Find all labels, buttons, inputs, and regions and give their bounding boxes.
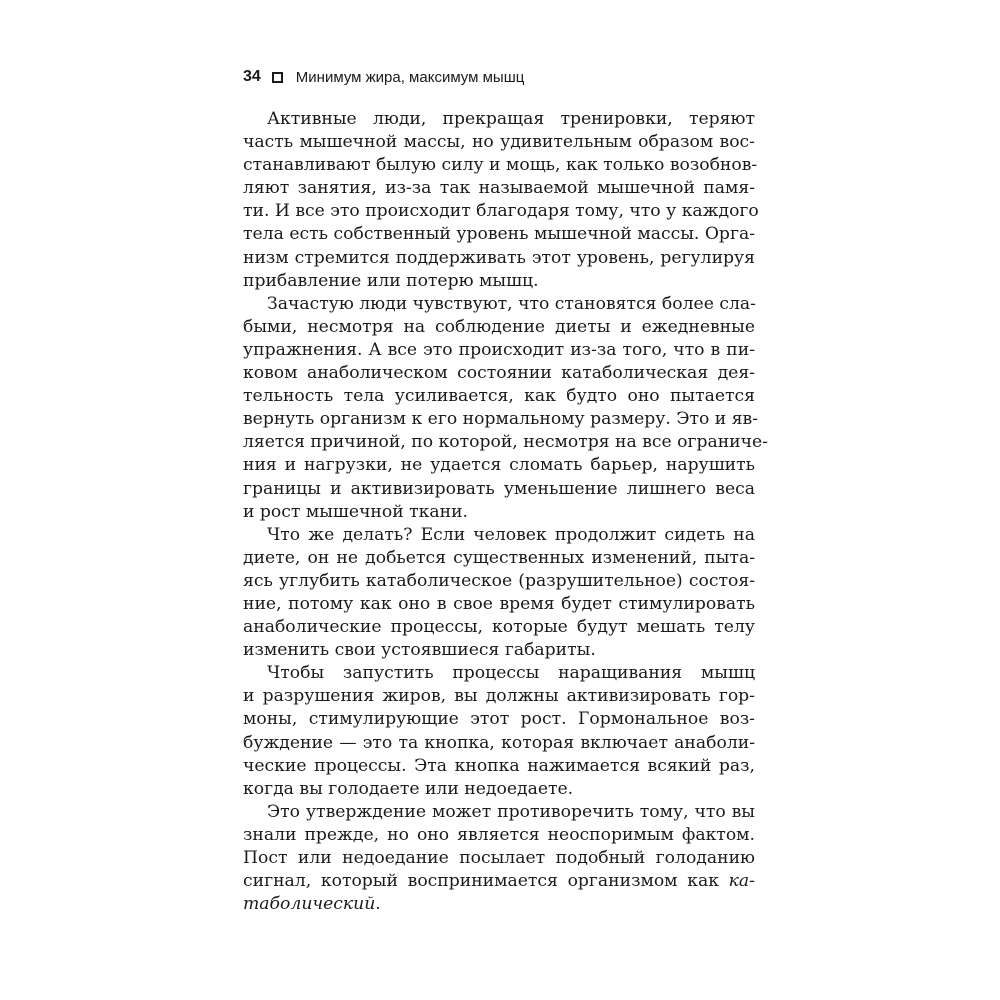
text-line: когда вы голодаете или недоедаете. [243, 778, 574, 799]
italic-term: таболический [243, 894, 376, 915]
text-line: и рост мышечной ткани. [243, 501, 469, 522]
text-line: Это утверждение может противоречить тому, что вы [267, 801, 755, 822]
text-line: ческие процессы. Эта кнопка нажимается всякий раз, [243, 755, 755, 776]
page-number: 34 [243, 68, 261, 85]
text-line: станавливают былую силу и мощь, как только возобнов- [243, 155, 758, 176]
text-line: Активные люди, прекращая тренировки, теряют [267, 109, 755, 129]
text-line: низм стремится поддерживать этот уровень, регулируя [243, 247, 755, 268]
text-line: диете, он не добьется существенных изменений, пыта- [243, 547, 755, 568]
text-line: анаболические процессы, которые будут мешать телу [243, 617, 755, 638]
body-text [243, 108, 768, 916]
text-line [243, 893, 755, 916]
text-line: ковом анаболическом состоянии катаболическая дея- [243, 363, 755, 384]
text-line: Зачастую люди чувствуют, что становятся более сла- [267, 293, 756, 314]
text-line: и разрушения жиров, вы должны активизировать гор- [243, 686, 755, 707]
text-line: ти. И все это происходит благодаря тому, что у каждого [243, 201, 759, 222]
text-line: часть мышечной массы, но удивительным образом вос- [243, 132, 755, 153]
text-line: ляют занятия, из-за так называемой мышечной памя- [243, 178, 755, 199]
paragraph [243, 662, 755, 801]
square-bullet-icon [272, 72, 283, 83]
text-line: Что же делать? Если человек продолжит сидеть на [267, 524, 755, 545]
paragraph [243, 801, 755, 916]
text-line: границы и активизировать уменьшение лишнего веса [243, 478, 755, 499]
text-line: знали прежде, но оно является неоспоримым фактом. [243, 824, 755, 845]
text-line: ляется причиной, по которой, несмотря на все ограниче- [243, 432, 768, 453]
text-line: изменить свои устоявшиеся габариты. [243, 640, 596, 661]
paragraph [243, 108, 759, 293]
text-line: ние, потому как оно в свое время будет стимулировать [243, 593, 755, 614]
text-line: Пост или недоедание посылает подобный голоданию [243, 848, 755, 868]
text-line: вернуть организм к его нормальному размеру. Это и яв- [243, 409, 759, 430]
text-line: ния и нагрузки, не удается сломать барьер, нарушить [243, 455, 755, 476]
text-line: Чтобы запустить процессы наращивания мышц [267, 663, 755, 684]
running-head [243, 66, 755, 88]
text-line: тела есть собственный уровень мышечной массы. Орга- [243, 224, 755, 245]
text-line: прибавление или потерю мышц. [243, 270, 539, 291]
paragraph [243, 524, 755, 663]
book-page [243, 66, 768, 916]
book-title: Минимум жира, максимум мышц [295, 68, 525, 86]
paragraph [243, 293, 768, 524]
text-line: быми, несмотря на соблюдение диеты и ежедневные [243, 316, 755, 337]
text-line: буждение — это та кнопка, которая включает анаболи- [243, 732, 755, 753]
sentence-end: . [375, 894, 381, 915]
text-line: сигнал, который воспринимается организмом как ка- [243, 871, 755, 892]
text-line: ясь углубить катаболическое (разрушительное) состоя- [243, 570, 755, 591]
text-line: тельность тела усиливается, как будто оно пытается [243, 386, 755, 407]
text-line: упражнения. А все это происходит из-за того, что в пи- [243, 339, 755, 360]
text-line: моны, стимулирующие этот рост. Гормональное воз- [243, 709, 755, 730]
italic-term: ка- [728, 871, 755, 892]
